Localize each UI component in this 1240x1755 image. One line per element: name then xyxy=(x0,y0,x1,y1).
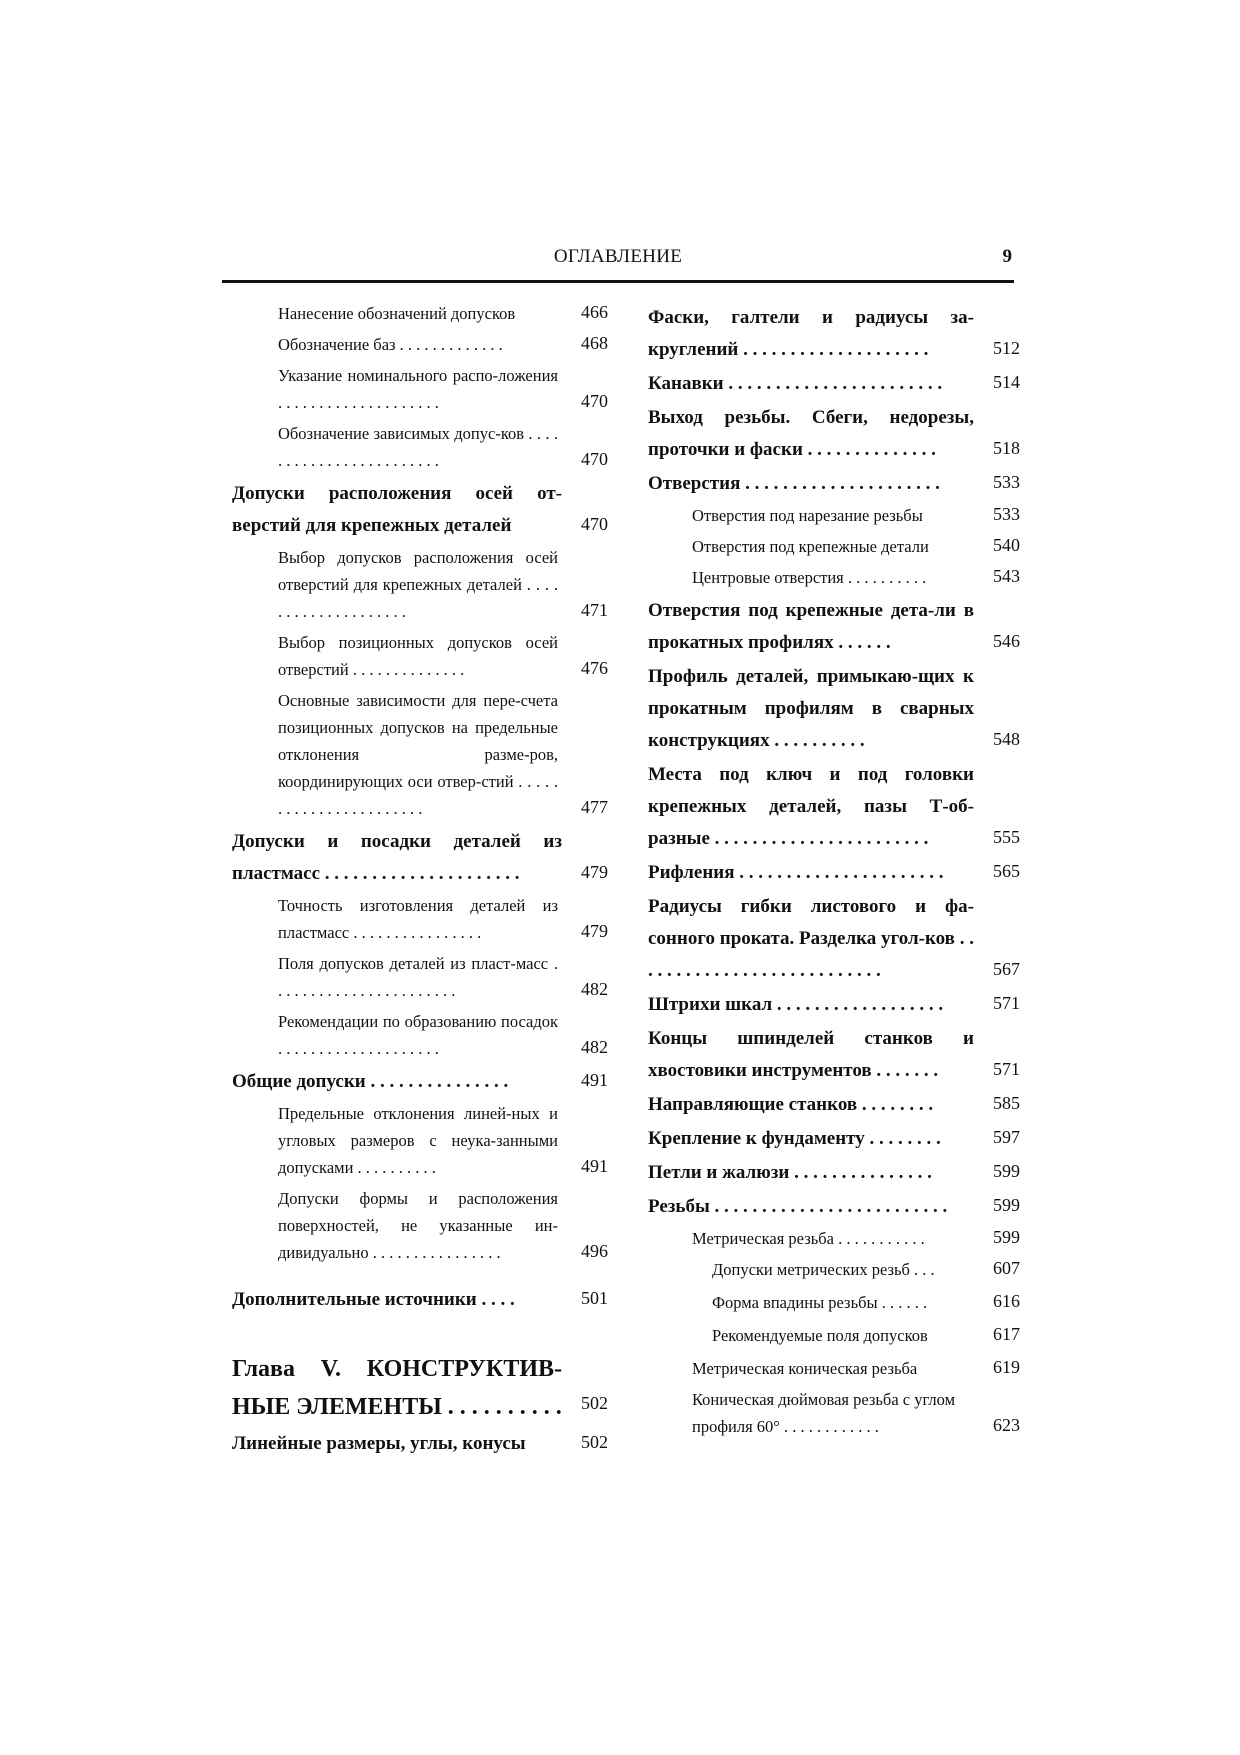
toc-entry[interactable]: Нанесение обозначений допусков 466 xyxy=(278,302,608,323)
toc-entry[interactable]: Отверстия под нарезание резьбы 533 xyxy=(692,504,1020,525)
toc-section[interactable]: Петли и жалюзи . . . . . . . . . . . . . . . 599 xyxy=(648,1161,1020,1183)
running-header xyxy=(222,240,1014,284)
toc-entry[interactable]: Метрическая резьба . . . . . . . . . . . 599 xyxy=(692,1227,1020,1248)
toc-subentry[interactable]: Допуски метрических резьб . . . 607 xyxy=(712,1258,1020,1279)
toc-entry[interactable]: Допуски формы и расположения поверхностей, не указанные ин-дивидуально . . . . . . . . . . . . . . . . 496 xyxy=(278,1189,608,1262)
toc-section[interactable]: Крепление к фундаменту . . . . . . . . 597 xyxy=(648,1127,1020,1149)
toc-section[interactable]: Радиусы гибки листового и фа-сонного проката. Разделка угол-ков . . . . . . . . . . . . . . . . . . . . . . . . . . . 567 xyxy=(648,896,1020,981)
toc-entry[interactable]: Основные зависимости для пере-счета позиционных допусков на предельные отклонения разме-ров, координирующих оси отвер-стий . . . . . . . . . . . . . . . . . . . . . . . 477 xyxy=(278,691,608,818)
toc-section[interactable]: Допуски расположения осей от-верстий для крепежных деталей 470 xyxy=(232,483,608,536)
toc-subentry[interactable]: Форма впадины резьбы . . . . . . 616 xyxy=(712,1291,1020,1312)
page-number: 9 xyxy=(1002,246,1012,267)
toc-entry[interactable]: Метрическая коническая резьба 619 xyxy=(692,1357,1020,1378)
toc-entry[interactable]: Точность изготовления деталей из пластмасс . . . . . . . . . . . . . . . . 479 xyxy=(278,896,608,942)
toc-section[interactable]: Рифления . . . . . . . . . . . . . . . . . . . . . . 565 xyxy=(648,861,1020,883)
toc-entry[interactable]: Выбор позиционных допусков осей отверстий . . . . . . . . . . . . . . 476 xyxy=(278,633,608,679)
toc-section[interactable]: Резьбы . . . . . . . . . . . . . . . . . . . . . . . . . 599 xyxy=(648,1195,1020,1217)
toc-entry[interactable]: Коническая дюймовая резьба с углом профиля 60° . . . . . . . . . . . . 623 xyxy=(692,1390,1020,1436)
toc-entry[interactable]: Указание номинального распо-ложения . . . . . . . . . . . . . . . . . . . . 470 xyxy=(278,366,608,412)
toc-entry[interactable]: Рекомендации по образованию посадок . . . . . . . . . . . . . . . . . . . . 482 xyxy=(278,1012,608,1058)
toc-section[interactable]: Общие допуски . . . . . . . . . . . . . . . 491 xyxy=(232,1070,608,1092)
toc-entry[interactable]: Выбор допусков расположения осей отверстий для крепежных деталей . . . . . . . . . . . . . . . . . . . . 471 xyxy=(278,548,608,621)
toc-entry[interactable]: Центровые отверстия . . . . . . . . . . 543 xyxy=(692,566,1020,587)
toc-section[interactable]: Направляющие станков . . . . . . . . 585 xyxy=(648,1093,1020,1115)
toc-entry[interactable]: Обозначение баз . . . . . . . . . . . . . 468 xyxy=(278,333,608,354)
toc-section[interactable]: Выход резьбы. Сбеги, недорезы, проточки и фаски . . . . . . . . . . . . . . 518 xyxy=(648,407,1020,460)
toc-subentry[interactable]: Рекомендуемые поля допусков 617 xyxy=(712,1324,1020,1345)
toc-entry[interactable]: Предельные отклонения линей-ных и угловых размеров с неука-занными допусками . . . . . . . . . . 491 xyxy=(278,1104,608,1177)
running-header-title: ОГЛАВЛЕНИЕ xyxy=(553,246,683,267)
toc-left-column xyxy=(232,300,608,1462)
toc-section[interactable]: Штрихи шкал . . . . . . . . . . . . . . . . . . 571 xyxy=(648,993,1020,1015)
toc-section[interactable]: Фаски, галтели и радиусы за-круглений . . . . . . . . . . . . . . . . . . . . 512 xyxy=(648,307,1020,360)
toc-entry[interactable]: Обозначение зависимых допус-ков . . . . . . . . . . . . . . . . . . . . . . . . 470 xyxy=(278,424,608,470)
toc-entry[interactable]: Поля допусков деталей из пласт-масс . . . . . . . . . . . . . . . . . . . . . . . 482 xyxy=(278,954,608,1000)
toc-section[interactable]: Концы шпинделей станков и хвостовики инструментов . . . . . . . 571 xyxy=(648,1028,1020,1081)
toc-section[interactable]: Отверстия . . . . . . . . . . . . . . . . . . . . . 533 xyxy=(648,472,1020,494)
toc-section[interactable]: Профиль деталей, примыкаю-щих к прокатным профилям в сварных конструкциях . . . . . . . . . . 548 xyxy=(648,666,1020,751)
toc-entry[interactable]: Отверстия под крепежные детали 540 xyxy=(692,535,1020,556)
toc-section[interactable]: Дополнительные источники . . . . 501 xyxy=(232,1288,608,1310)
toc-section[interactable]: Допуски и посадки деталей из пластмасс . . . . . . . . . . . . . . . . . . . . . 479 xyxy=(232,831,608,884)
toc-chapter[interactable]: Глава V. КОНСТРУКТИВ-НЫЕ ЭЛЕМЕНТЫ . . . . . . . . . . 502 xyxy=(232,1356,608,1420)
toc-section[interactable]: Отверстия под крепежные дета-ли в прокатных профилях . . . . . . 546 xyxy=(648,600,1020,653)
toc-section[interactable]: Линейные размеры, углы, конусы 502 xyxy=(232,1432,608,1454)
header-rule xyxy=(222,280,1014,283)
toc-section[interactable]: Места под ключ и под головки крепежных деталей, пазы Т-об-разные . . . . . . . . . . . . . . . . . . . . . . . 555 xyxy=(648,764,1020,849)
toc-section[interactable]: Канавки . . . . . . . . . . . . . . . . . . . . . . . 514 xyxy=(648,372,1020,394)
toc-right-column xyxy=(648,300,1020,1444)
spacer xyxy=(232,1270,608,1282)
